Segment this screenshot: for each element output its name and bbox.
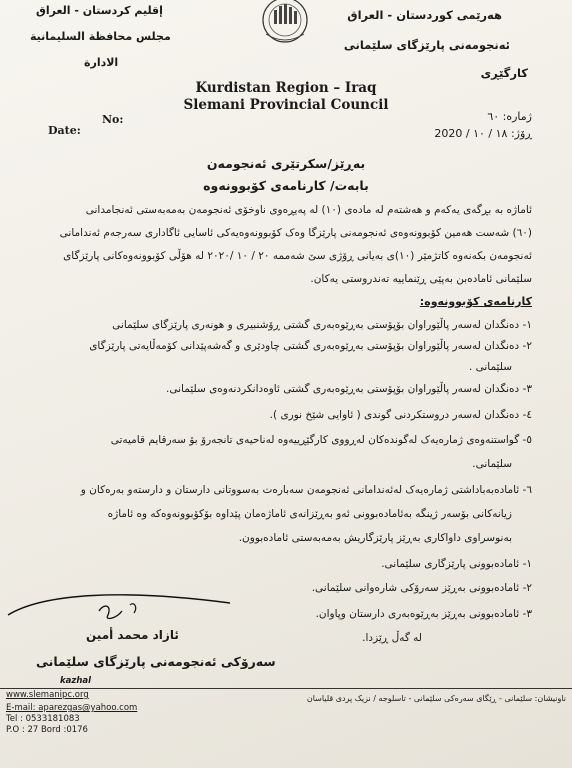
agenda-item: ٥- گواستنەوەی ژمارەیەک لەگوندەکان لەڕووی کارگێڕییەوە لەناحیەی تانجەرۆ بۆ سەرقایم قامیەتی xyxy=(110,434,532,446)
agenda-item-continued: سلێمانی. xyxy=(472,458,512,470)
agenda-item: ٢- دەنگدان لەسەر پاڵێوراوان بۆپۆستی بەڕێوەبەری گشتی چاودێری و گەشەپێدانی کۆمەڵایەتی پارێزگای xyxy=(89,340,532,352)
signatory-name: ئازاد محمد أمین xyxy=(86,628,179,642)
subject-line: بابەت/ کارنامەی کۆبوونەوە xyxy=(203,178,369,193)
agenda-item: ٣- دەنگدان لەسەر پاڵێوراوان بۆپۆستی بەڕێوەبەری گشتی ئاوەدانکردنەوەی سلێمانی. xyxy=(166,383,532,395)
document-number: ژمارە: ٦٠ xyxy=(487,110,532,123)
header-ar-council: مجلس محافظة السليمانية xyxy=(30,30,171,43)
agenda-item: ٦- ئامادەبەباداشتی ژمارەیەک لەئەندامانی ئەنجومەن سەبارەت بەسووتانی دارستان و دارستەو بەرەکان و xyxy=(80,484,532,496)
council-seal-logo xyxy=(246,0,324,50)
stamp-name: kazhal xyxy=(60,676,92,686)
invitee-item: ٢- ئامادەبوونی بەڕێز سەرۆکی شارەوانی سلێمانی. xyxy=(311,582,532,594)
intro-line-2: (٦٠) شەست هەمین کۆبوونەوەی ئەنجومەنی پارێزگا وەک کۆبوونەوەیەکی ئاسایی ئاگاداری سەرجەم ئەندامانی xyxy=(59,227,532,239)
footer-po-box: P.O : 27 Bord :0176 xyxy=(6,725,88,735)
agenda-item-continued: زیانەکانی بۆسەر ژینگە بەئامادەبوونی ئەو بەڕێزانەی ئاماژەمان پێداوە بۆکۆبوونەوەکە وە ئاماژە xyxy=(107,508,512,520)
agenda-item-continued: بەنوسراوی داواکاری بەڕێز پارێزگاریش بەمەبەستی ئامادەبوون. xyxy=(238,532,512,544)
header-ku-council: ئەنجومەنی پارێزگای سلێمانی xyxy=(343,38,510,52)
addressee: بەڕێز/سکرتێری ئەنجومەن xyxy=(206,156,366,171)
number-label: No: xyxy=(102,113,124,126)
intro-line-3: ئەنجومەن بکەنەوە کاتژمێر (١٠)ی بەیانی ڕۆژی سێ شەممە ٢٠ / ١٠ /٢٠٢٠ لە هۆڵی کۆبوونەوەکانی پارێزگای xyxy=(63,250,532,262)
intro-line-1: ئاماژە بە بڕگەی یەکەم و هەشتەم لە مادەی (١٠) لە پەیڕەوی ناوخۆی ئەنجومەن بەمەبەستی ئەنجامدانی xyxy=(85,204,532,216)
footer-website[interactable]: www.slemanipc.org xyxy=(6,690,89,700)
document-date: ڕۆژ: ١٨ / ١٠ / 2020 xyxy=(434,127,532,140)
closing-text: لە گەڵ ڕێزدا. xyxy=(362,632,422,644)
footer-phone: Tel : 0533181083 xyxy=(6,714,80,724)
header-ku-admin: کارگێڕی xyxy=(480,66,528,80)
header-en-council: Slemani Provincial Council xyxy=(183,97,389,113)
footer-divider xyxy=(0,688,572,689)
header-en-region: Kurdistan Region – Iraq xyxy=(195,80,377,96)
agenda-item: ٤- دەنگدان لەسەر دروستکردنی گوندی ( ئاوایی شێخ نوری ). xyxy=(269,409,532,421)
signatory-title: سەرۆکی ئەنجومەنی پارێزگای سلێمانی xyxy=(36,654,276,669)
intro-line-4: سلێمانی ئامادەبن بەپێی ڕێنماییە تەندروستی یەکان. xyxy=(310,273,532,285)
agenda-heading: کارنامەی کۆبوونەوە: xyxy=(419,295,532,308)
footer-email[interactable]: E-mail: aparezgas@yahoo.com xyxy=(6,703,138,713)
header-ar-region: إقليم كردستان - العراق xyxy=(36,4,163,17)
footer-address: ناونیشان: سلێمانی - ڕێگای سەرەکی سلێمانی - تاسلوجە / نزیک پردی قلیاسان xyxy=(306,694,566,703)
agenda-item-continued: سلێمانی . xyxy=(468,361,512,373)
invitee-item: ١- ئامادەبوونی پارێزگاری سلێمانی. xyxy=(381,558,532,570)
agenda-item: ١- دەنگدان لەسەر پاڵێوراوان بۆپۆستی بەڕێوەبەری گشتی ڕۆشنبیری و هونەری پارێزگای سلێمانی xyxy=(112,319,532,331)
invitee-item: ٣- ئامادەبوونی بەڕێز بەڕێوەبەری دارستان وپاوان. xyxy=(315,608,532,620)
header-ar-admin: الادارة xyxy=(84,56,119,69)
date-label: Date: xyxy=(48,124,81,137)
header-ku-region: هەرێمی کوردستان - العراق xyxy=(347,8,502,22)
